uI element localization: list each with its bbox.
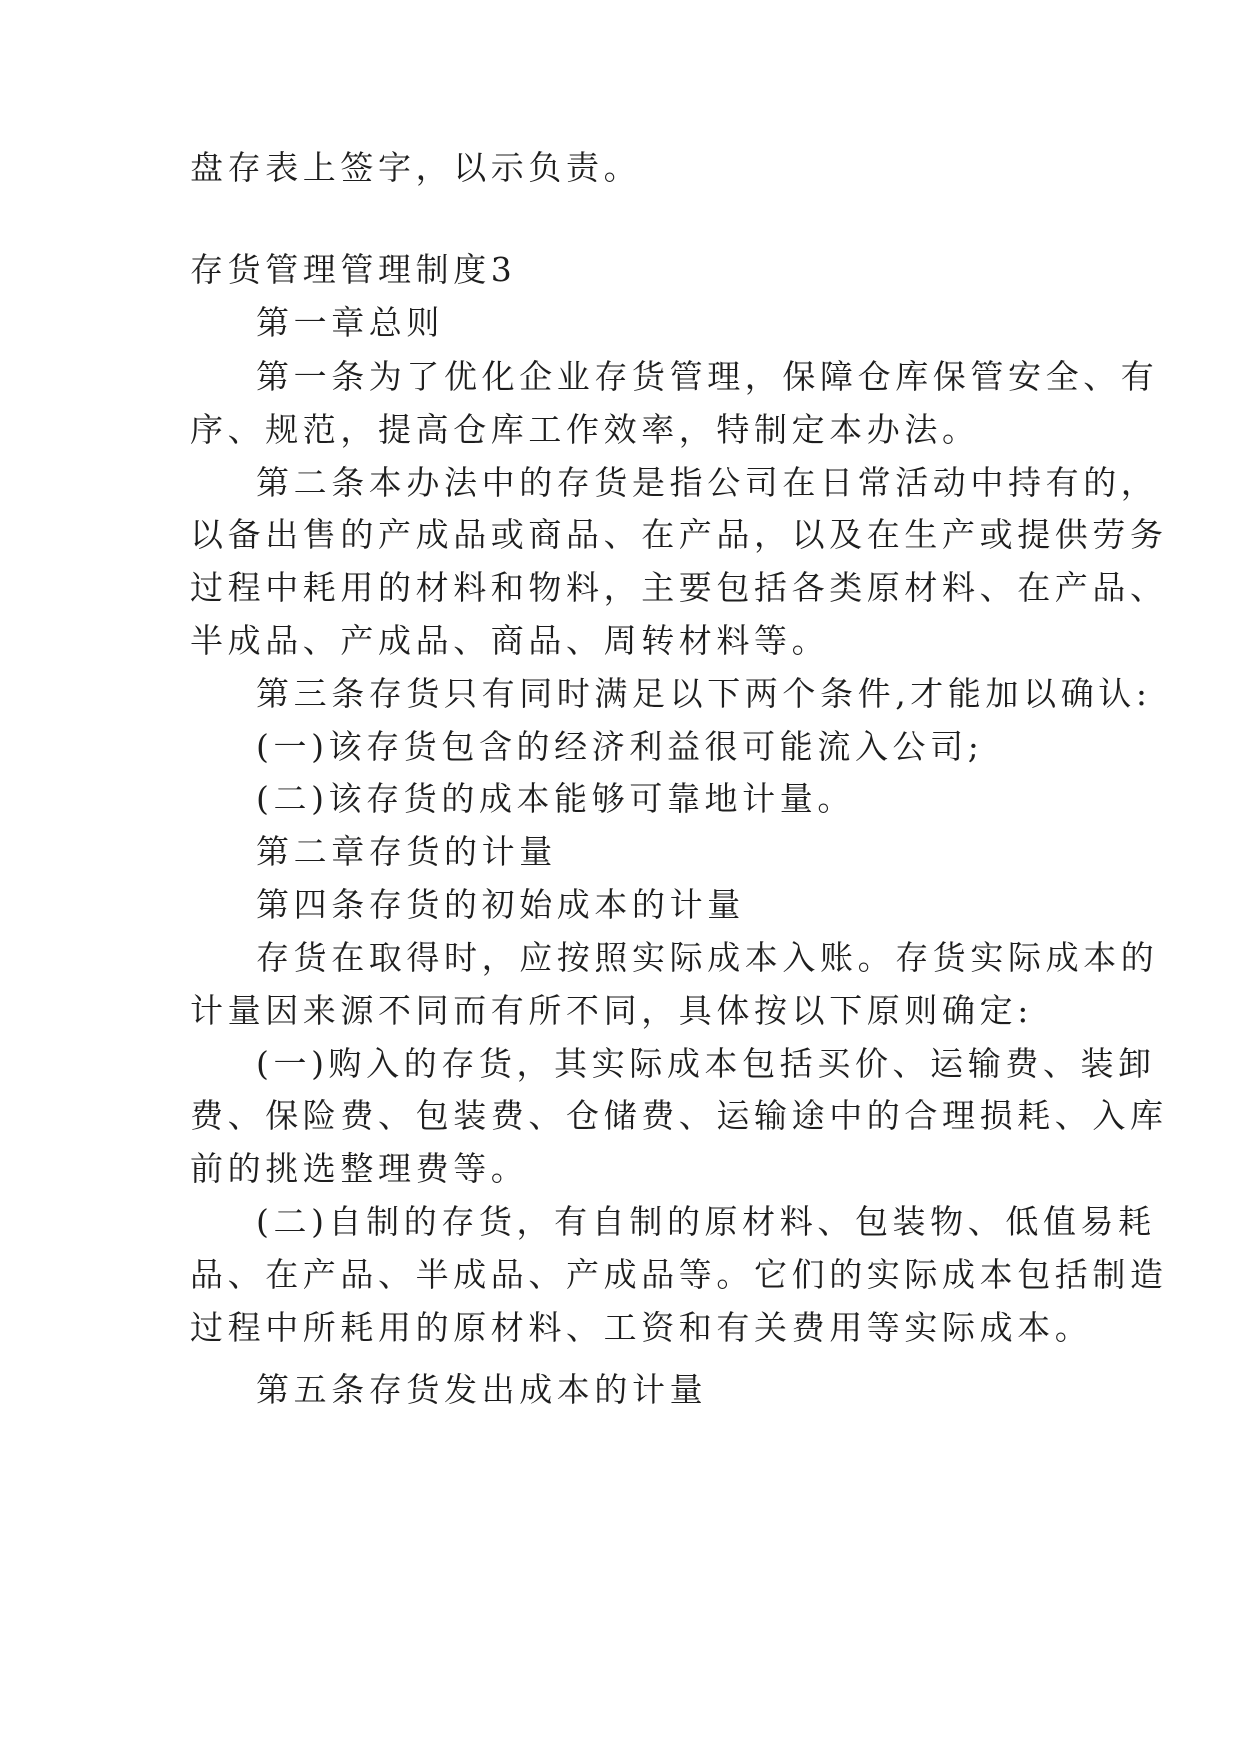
chapter-heading: 第一章总则 [256,303,444,342]
text-line: 存货在取得时，应按照实际成本入账。存货实际成本的 [256,938,1159,977]
text-line: 第一条为了优化企业存货管理，保障仓库保管安全、有 [256,357,1159,396]
text-line: 计量因来源不同而有所不同，具体按以下原则确定: [190,991,1033,1030]
text-line: (二)该存货的成本能够可靠地计量。 [256,779,855,818]
text-line: 第四条存货的初始成本的计量 [256,885,745,924]
chapter-heading: 第二章存货的计量 [256,832,557,871]
text-line: 第五条存货发出成本的计量 [256,1370,708,1409]
text-line: (二)自制的存货，有自制的原材料、包装物、低值易耗 [256,1202,1156,1241]
text-line: 半成品、产成品、商品、周转材料等。 [190,621,830,660]
text-line: 第二条本办法中的存货是指公司在日常活动中持有的， [256,463,1159,502]
text-line: (一)购入的存货，其实际成本包括买价、运输费、装卸 [256,1044,1156,1083]
text-line: 费、保险费、包装费、仓储费、运输途中的合理损耗、入库 [190,1096,1168,1135]
text-line: 第三条存货只有同时满足以下两个条件,才能加以确认: [256,674,1152,713]
text-line: 以备出售的产成品或商品、在产品，以及在生产或提供劳务 [190,515,1168,554]
text-line: 过程中耗用的材料和物料，主要包括各类原材料、在产品、 [190,568,1168,607]
text-line: 序、规范，提高仓库工作效率，特制定本办法。 [190,410,980,449]
text-line: (一)该存货包含的经济利益很可能流入公司; [256,727,984,766]
text-line: 盘存表上签字，以示负责。 [190,148,642,187]
text-line: 前的挑选整理费等。 [190,1149,529,1188]
document-heading: 存货管理管理制度3 [190,250,517,289]
text-line: 品、在产品、半成品、产成品等。它们的实际成本包括制造 [190,1255,1168,1294]
text-line: 过程中所耗用的原材料、工资和有关费用等实际成本。 [190,1308,1093,1347]
